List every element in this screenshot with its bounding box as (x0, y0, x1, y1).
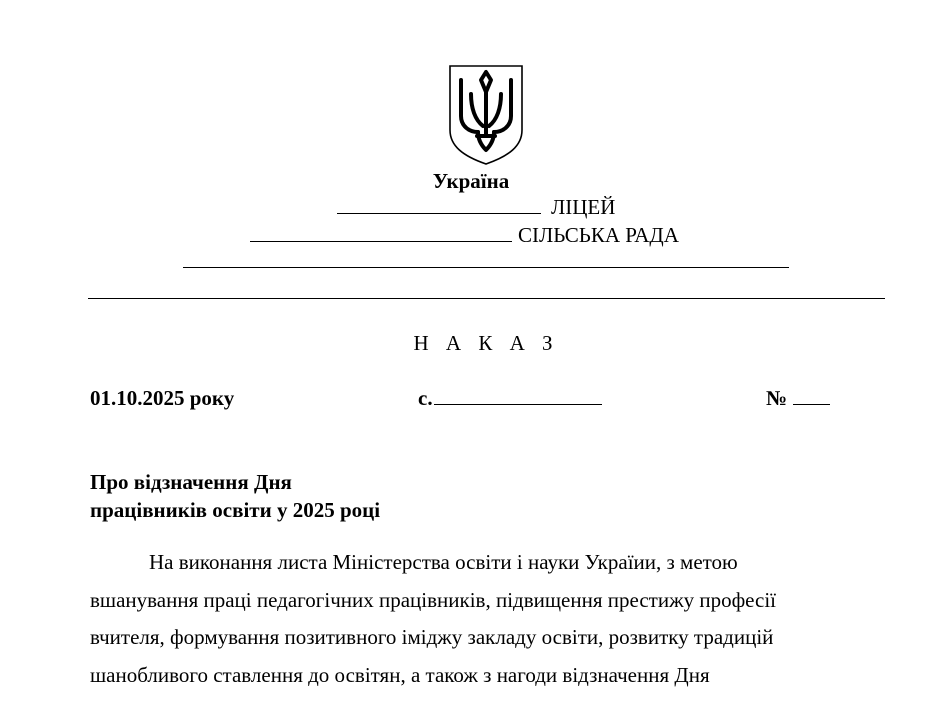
subject-line: Про відзначення Дня (90, 470, 292, 494)
address-blank-line (183, 267, 789, 268)
country-name: Україна (432, 169, 510, 193)
coat-of-arms-icon (447, 64, 525, 166)
council-name-blank (250, 222, 512, 242)
body-line: На виконання листа Міністерства освіти і науки Україии, з метою (149, 550, 738, 574)
council-line (250, 222, 679, 248)
body-line: шанобливого ставлення до освітян, а також з нагоди відзначення Дня (90, 662, 710, 687)
place-prefix: с. (418, 386, 433, 410)
institution-name-blank (337, 194, 541, 214)
institution-type: ЛІЦЕЙ (551, 195, 616, 219)
number-prefix: № (766, 386, 788, 410)
order-body (90, 544, 880, 694)
header-divider (88, 298, 885, 299)
document-title: Н А К А З (413, 331, 559, 355)
order-place (418, 385, 602, 411)
place-blank (434, 385, 602, 405)
order-date: 01.10.2025 року (90, 386, 235, 410)
number-blank (793, 385, 830, 405)
subject-line: працівників освіти у 2025 році (90, 498, 381, 522)
order-subject (90, 468, 380, 524)
institution-line (337, 194, 615, 220)
body-line: вшанування праці педагогічних працівників, підвищення престижу професії (90, 587, 777, 612)
body-line: вчителя, формування позитивного іміджу закладу освіти, розвитку традицій (90, 625, 774, 649)
order-number (766, 385, 830, 411)
council-type: СІЛЬСЬКА РАДА (518, 223, 679, 247)
